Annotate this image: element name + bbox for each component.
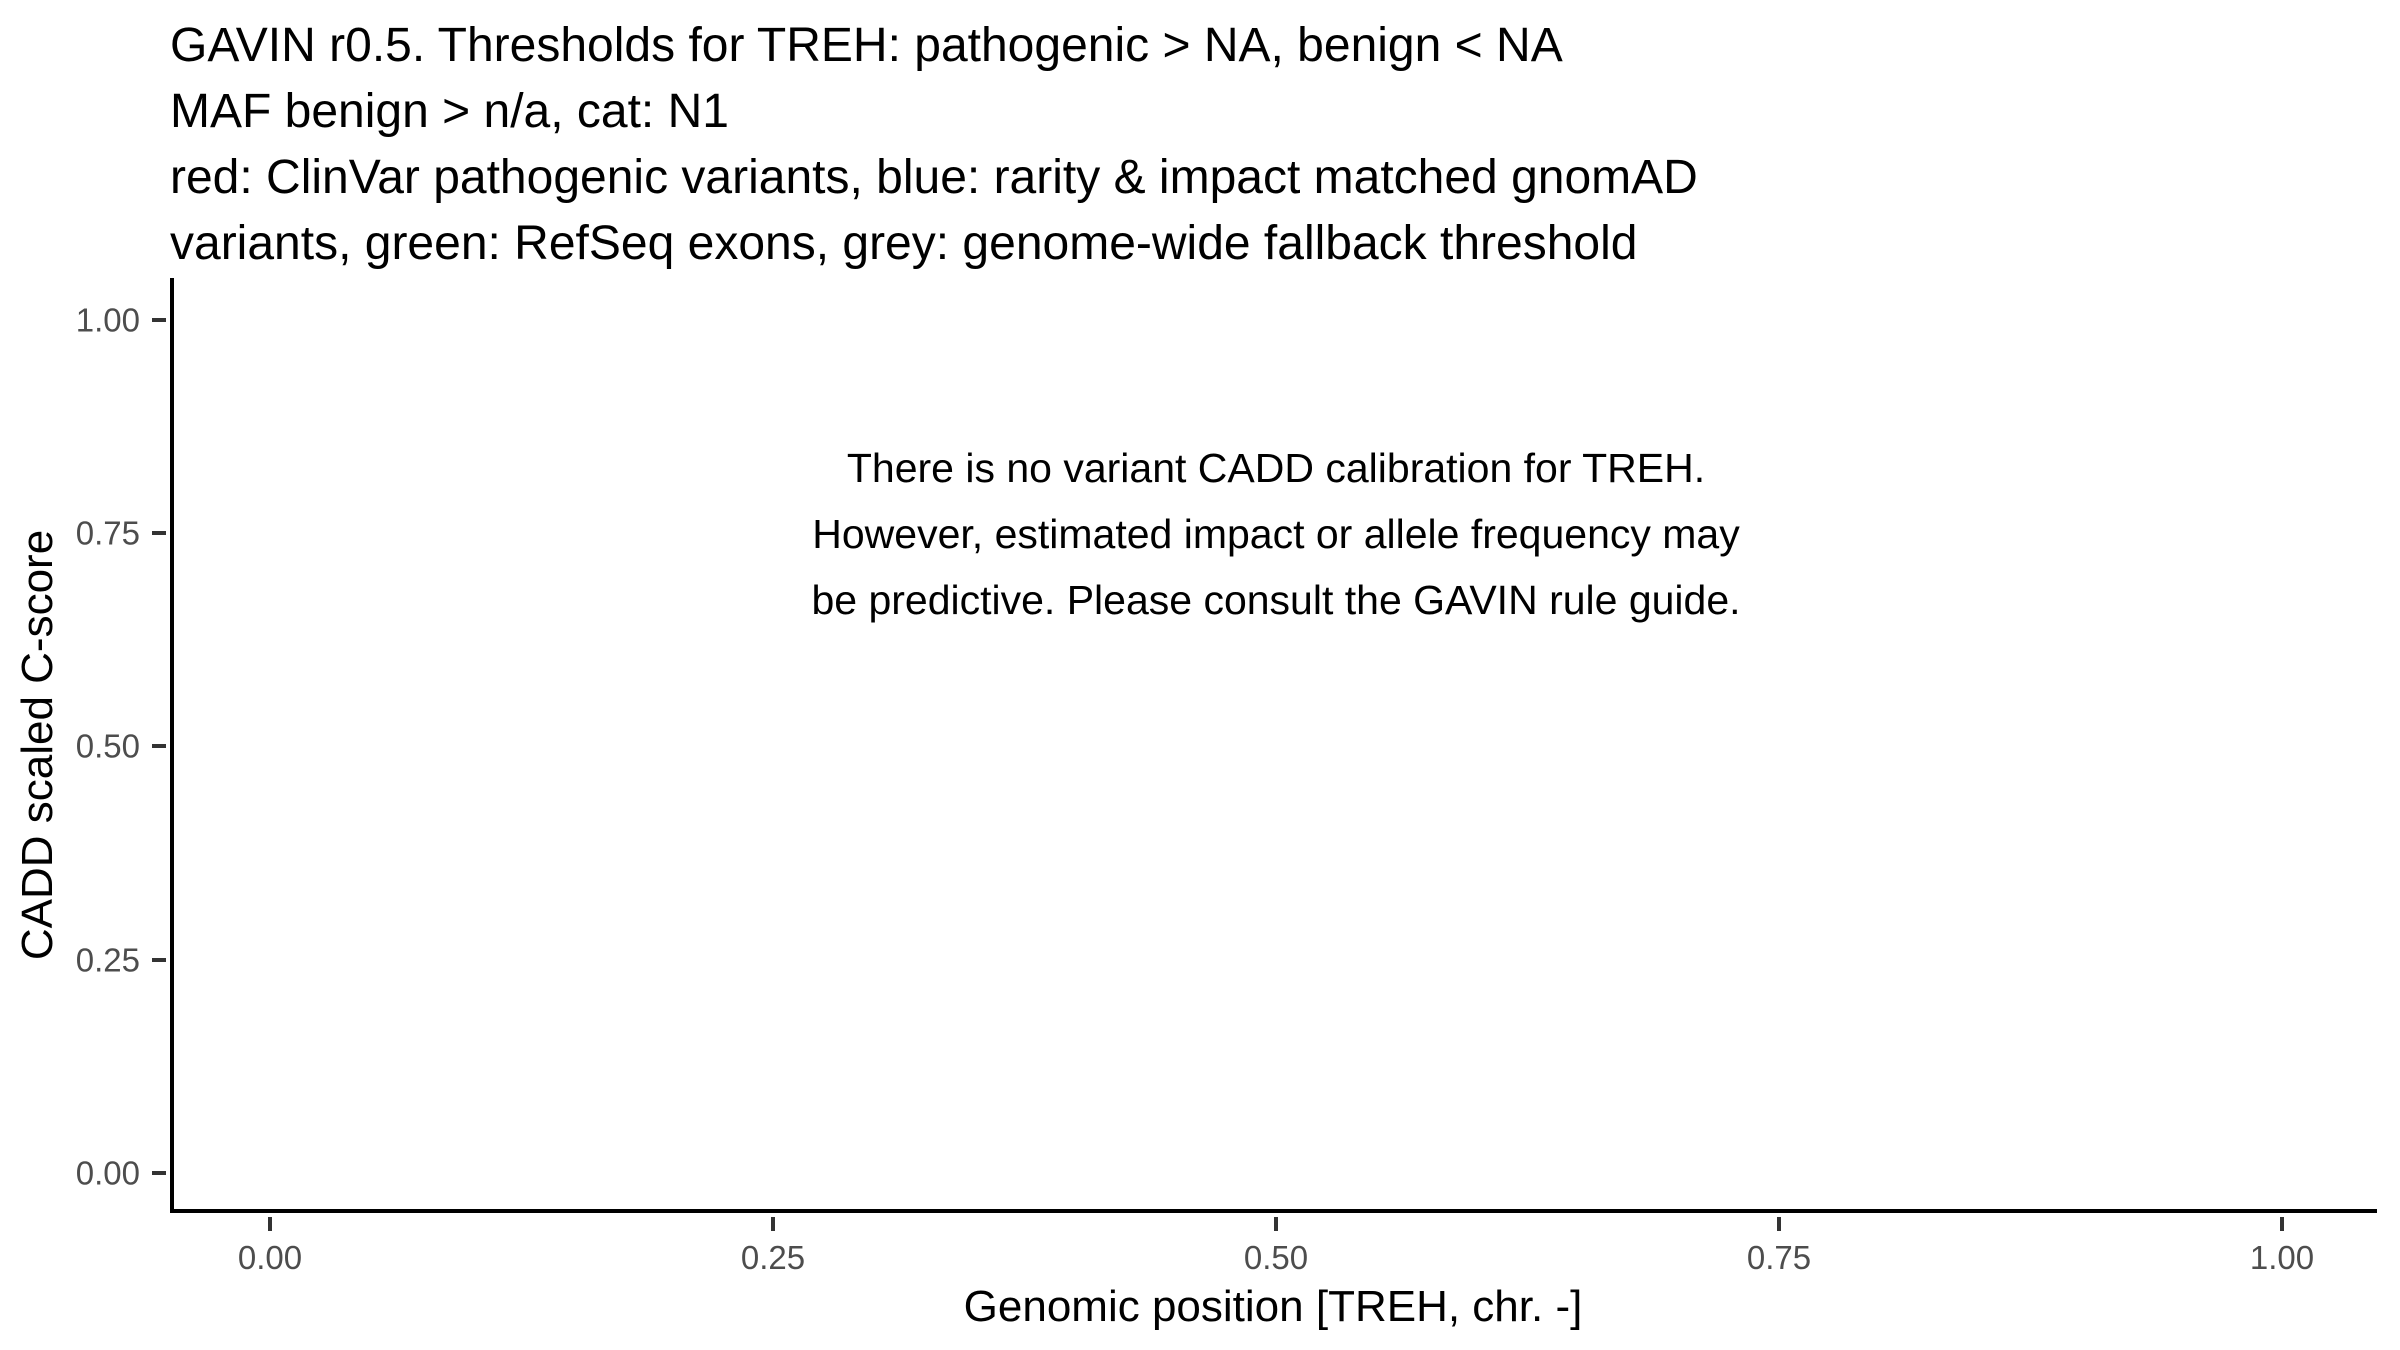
y-tick-mark xyxy=(152,744,166,748)
y-tick-label: 1.00 xyxy=(75,301,140,339)
y-tick-label: 0.25 xyxy=(75,941,140,979)
x-tick-label: 0.50 xyxy=(1243,1239,1309,1276)
y-tick-mark xyxy=(152,1171,166,1175)
plot-title-line-4: variants, green: RefSeq exons, grey: genome-wide fallback threshold xyxy=(170,217,1638,270)
x-tick-mark xyxy=(1274,1217,1278,1231)
x-tick-label: 0.25 xyxy=(740,1239,806,1276)
x-tick-label: 0.75 xyxy=(1746,1239,1812,1276)
no-calibration-message-line-2: However, estimated impact or allele frequency may xyxy=(812,511,1740,557)
plot-title-line-1: GAVIN r0.5. Thresholds for TREH: pathogenic > NA, benign < NA xyxy=(170,19,1563,72)
x-tick-mark xyxy=(771,1217,775,1231)
x-tick-mark xyxy=(268,1217,272,1231)
no-calibration-message-line-3: be predictive. Please consult the GAVIN rule guide. xyxy=(811,577,1741,623)
x-axis-title: Genomic position [TREH, chr. -] xyxy=(963,1282,1583,1331)
no-calibration-message-line-1: There is no variant CADD calibration for TREH. xyxy=(846,445,1706,491)
x-tick-label: 0.00 xyxy=(237,1239,303,1276)
y-tick-mark xyxy=(152,958,166,962)
y-tick-mark xyxy=(152,318,166,322)
y-tick-label: 0.50 xyxy=(75,727,140,765)
plot-title-line-2: MAF benign > n/a, cat: N1 xyxy=(170,85,729,138)
y-tick-label: 0.00 xyxy=(75,1154,140,1192)
plot-title-line-3: red: ClinVar pathogenic variants, blue: rarity & impact matched gnomAD xyxy=(170,151,1698,204)
plot-panel xyxy=(75,278,2377,1276)
x-tick-label: 1.00 xyxy=(2249,1239,2315,1276)
x-tick-mark xyxy=(2280,1217,2284,1231)
y-tick-mark xyxy=(152,531,166,535)
y-axis-title: CADD scaled C-score xyxy=(13,529,62,961)
x-tick-mark xyxy=(1777,1217,1781,1231)
no-calibration-message xyxy=(811,435,1740,633)
y-tick-label: 0.75 xyxy=(75,514,140,552)
plot-title xyxy=(170,13,1698,277)
